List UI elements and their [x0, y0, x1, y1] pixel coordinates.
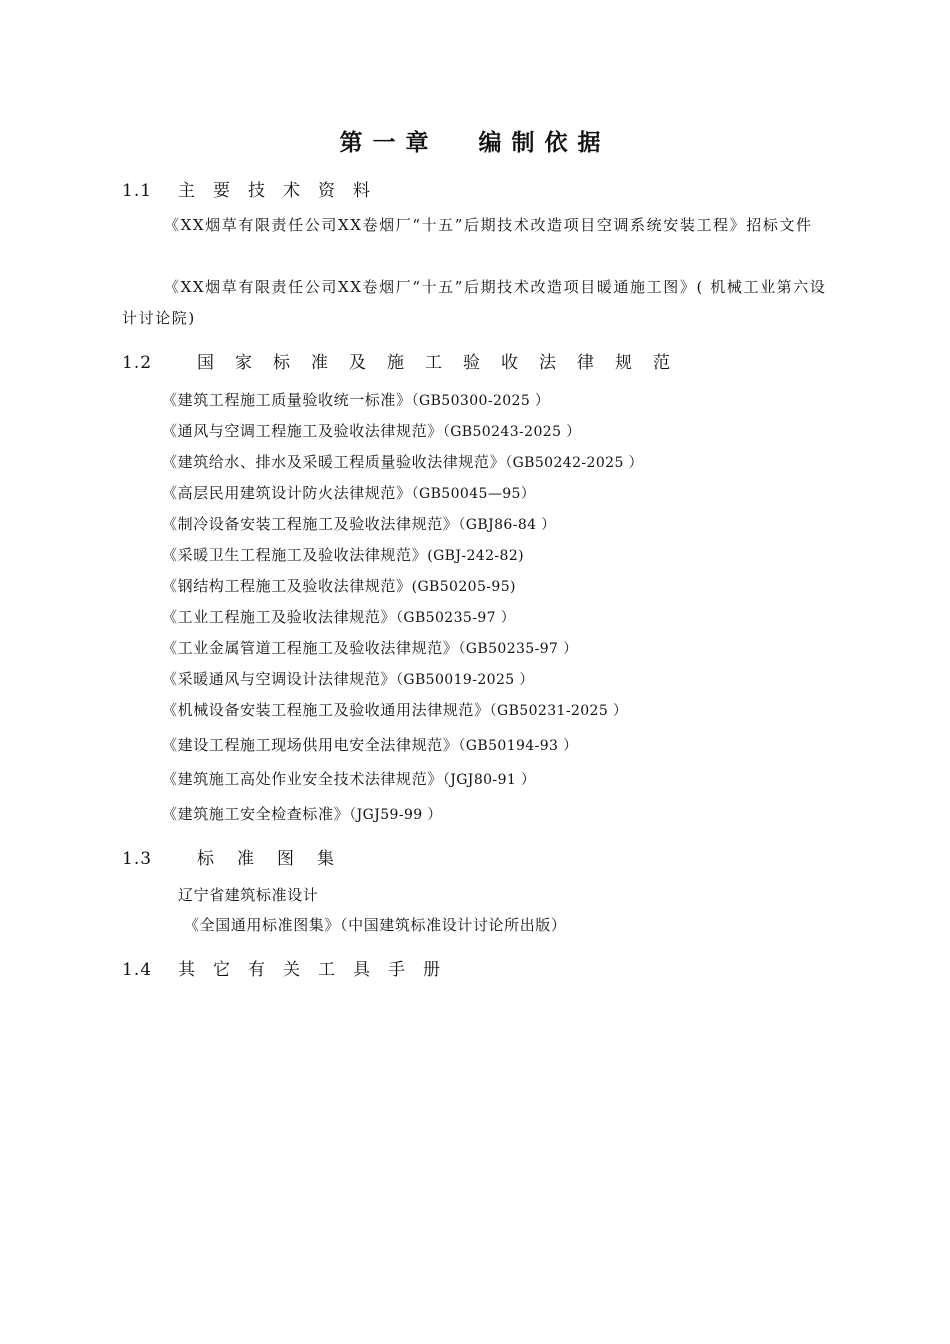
list-item — [162, 451, 643, 472]
list-item — [162, 606, 515, 627]
standard-name: 《制冷设备安装工程施工及验收法律规范》 — [162, 515, 459, 533]
standard-name: 《采暖卫生工程施工及验收法律规范》 — [162, 546, 428, 564]
standard-name: 《建设工程施工现场供用电安全法律规范》 — [162, 736, 459, 754]
section-number: 1.4 — [122, 960, 153, 980]
list-item — [162, 768, 535, 789]
standard-code: (GBJ-242-82) — [427, 548, 525, 564]
standard-name: 《高层民用建筑设计防火法律规范》 — [162, 484, 412, 502]
standard-code: （GB50194-93 ） — [458, 738, 578, 754]
list-item — [162, 699, 627, 720]
standard-name: 《建筑给水、排水及采暖工程质量验收法律规范》 — [162, 453, 506, 471]
standard-name: 《采暖通风与空调设计法律规范》 — [162, 670, 397, 688]
standard-code: （GB50235-97 ） — [458, 641, 578, 657]
paragraph-construction-drawing: 《XX烟草有限责任公司XX卷烟厂“十五”后期技术改造项目暖通施工图》( 机械工业第六设计讨论院) — [122, 278, 827, 327]
standard-code: (GB50205-95) — [411, 579, 516, 595]
section-1-1-heading — [122, 176, 388, 201]
standard-name: 《机械设备安装工程施工及验收通用法律规范》 — [162, 701, 490, 719]
standard-code: （GB50242-2025 ） — [505, 455, 644, 471]
chapter-title — [0, 124, 950, 157]
section-1-3-heading — [122, 844, 357, 869]
paragraph-tender-doc: 《XX烟草有限责任公司XX卷烟厂“十五”后期技术改造项目空调系统安装工程》招标文件 — [164, 216, 813, 234]
section-number: 1.3 — [122, 849, 153, 869]
section-title: 标准图集 — [197, 849, 357, 869]
list-item — [162, 482, 535, 503]
standard-name: 《建筑施工高处作业安全技术法律规范》 — [162, 770, 443, 788]
standard-name: 《通风与空调工程施工及验收法律规范》 — [162, 422, 443, 440]
chapter-number: 第一章 — [339, 130, 439, 156]
chapter-name: 编制依据 — [478, 130, 611, 156]
list-item — [162, 803, 442, 824]
atlas-line-provincial: 辽宁省建筑标准设计 — [178, 886, 319, 904]
section-title: 主要技术资料 — [178, 181, 388, 201]
section-title: 国家标准及施工验收法律规范 — [197, 353, 691, 373]
list-item — [162, 668, 534, 689]
standard-name: 《建筑施工安全检查标准》 — [162, 805, 350, 823]
standard-name: 《建筑工程施工质量验收统一标准》 — [162, 391, 412, 409]
standard-name: 《工业金属管道工程施工及验收法律规范》 — [162, 639, 459, 657]
list-item — [162, 420, 581, 441]
standard-code: （GB50300-2025 ） — [411, 393, 550, 409]
standard-code: （GB50235-97 ） — [396, 610, 516, 626]
atlas-line-national: 《全国通用标准图集》（中国建筑标准设计讨论所出版） — [184, 916, 567, 934]
section-1-2-heading — [122, 348, 691, 373]
section-number: 1.2 — [122, 353, 153, 373]
list-item — [162, 544, 524, 565]
standard-code: （GB50243-2025 ） — [442, 424, 581, 440]
section-number: 1.1 — [122, 181, 153, 201]
standard-code: （JGJ80-91 ） — [442, 772, 536, 788]
standard-code: （JGJ59-99 ） — [349, 807, 442, 823]
list-item — [162, 637, 578, 658]
list-item — [162, 513, 556, 534]
list-item — [162, 734, 578, 755]
list-item — [162, 389, 549, 410]
standard-name: 《钢结构工程施工及验收法律规范》 — [162, 577, 412, 595]
standard-code: （GBJ86-84 ） — [458, 517, 556, 533]
standard-code: （GB50231-2025 ） — [489, 703, 628, 719]
standard-code: （GB50019-2025 ） — [396, 672, 534, 688]
standard-code: （GB50045—95） — [411, 486, 536, 502]
list-item — [162, 575, 516, 596]
standard-name: 《工业工程施工及验收法律规范》 — [162, 608, 397, 626]
section-1-4-heading — [122, 955, 458, 980]
section-title: 其它有关工具手册 — [178, 960, 458, 980]
